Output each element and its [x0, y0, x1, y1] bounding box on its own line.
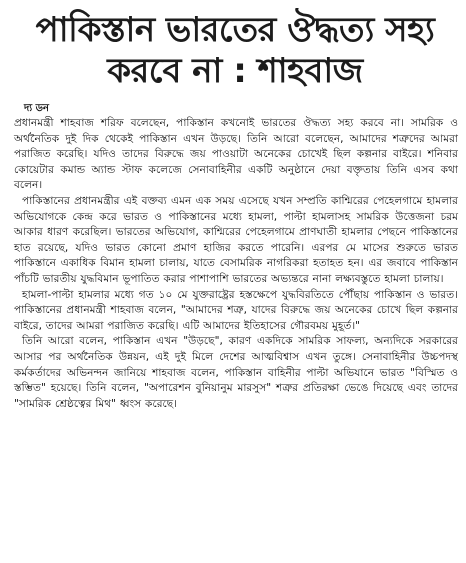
article-headline [12, 10, 458, 92]
article-paragraph-2: পাকিস্তানের প্রধানমন্ত্রীর এই বক্তব্য এমন এক সময় এসেছে যখন সম্প্রতি কাশ্মিরের পেহেলগামে হামলার অভিযোগকে কেন্দ্র করে ভারত ও পাকিস্তানের মধ্যে হামলা, পাল্টা হামলাসহ সামরিক উত্তেজনা চরম আকার ধারণ করেছিল। ভারতের অভিযোগ, কাশ্মিরের পেহেলগামে প্রাণঘাতী হামলার পেছনে পাকিস্তানের হাত রয়েছে, যদিও ভারত কোনো প্রমাণ হাজির করতে পারেনি। এরপর মে মাসের শুরুতে ভারত পাকিস্তানে একাধিক বিমান হামলা চালায়, যাতে বেসামরিক নাগরিকরা হতাহত হন। এর জবাবে পাকিস্তান পাঁচটি ভারতীয় যুদ্ধবিমান ভূপাতিত করার পাশাপাশি ভারতের অভ্যন্তরে নানা লক্ষ্যবস্তুতে হামলা চালায়। [14, 194, 458, 285]
article-paragraph-3: হামলা-পাল্টা হামলার মধ্যে গত ১০ মে যুক্তরাষ্ট্রের হস্তক্ষেপে যুদ্ধবিরতিতে পৌঁছায় পাকিস্তান ও ভারত। পাকিস্তানের প্রধানমন্ত্রী শাহবাজ বলেন, "আমাদের শত্রু, যাদের বিরুদ্ধে জয় অনেকের চোখে ছিল কল্পনার বাইরে, তাদের আমরা পরাজিত করেছি। এটি আমাদের ইতিহাসের গৌরবময় মুহূর্ত।" [14, 288, 458, 332]
byline: দ্য ডন [24, 103, 49, 114]
article-paragraph-1: প্রধানমন্ত্রী শাহবাজ শরিফ বলেছেন, পাকিস্তান কখনোই ভারতের ঔদ্ধত্য সহ্য করবে না। সামরিক ও অর্থনৈতিক দুই দিক থেকেই পাকিস্তান এখন উড়ছে। তিনি আরো বলেছেন, আমাদের শত্রুদের আমরা পরাজিত করেছি। যদিও তাদের বিরুদ্ধে জয় পাওয়াটা অনেকের চোখেই ছিল কল্পনার বাইরে। শনিবার কোয়েটার কমান্ড অ্যান্ড স্টাফ কলেজে সেনাবাহিনীর একটি অনুষ্ঠানে দেয়া বক্তৃতায় তিনি এসব কথা বলেন। [14, 117, 458, 192]
headline-line-1: পাকিস্তান ভারতের ঔদ্ধত্য সহ্য [35, 10, 435, 50]
headline-line-2: করবে না : শাহবাজ [107, 51, 363, 91]
article-paragraph-4: তিনি আরো বলেন, পাকিস্তান এখন "উড়ছে", কারণ একদিকে সামরিক সাফল্য, অন্যদিকে সরকারের আসার পর অর্থনৈতিক উন্নয়ন, এই দুই মিলে দেশের আত্মবিশ্বাস এখন তুঙ্গে। সেনাবাহিনীর উচ্চপদস্থ কর্মকর্তাদের অভিনন্দন জানিয়ে শাহবাজ বলেন, পাকিস্তান বাহিনীর পাল্টা অভিযানে ভারত "বিস্মিত ও স্তম্ভিত" হয়েছে। তিনি বলেন, "অপারেশন বুনিয়ানুম মারসুস" শত্রুর প্রতিরক্ষা ভেঙে দিয়েছে এবং তাদের "সামরিক শ্রেষ্ঠত্বের মিথ" ধ্বংস করেছে। [14, 335, 458, 410]
